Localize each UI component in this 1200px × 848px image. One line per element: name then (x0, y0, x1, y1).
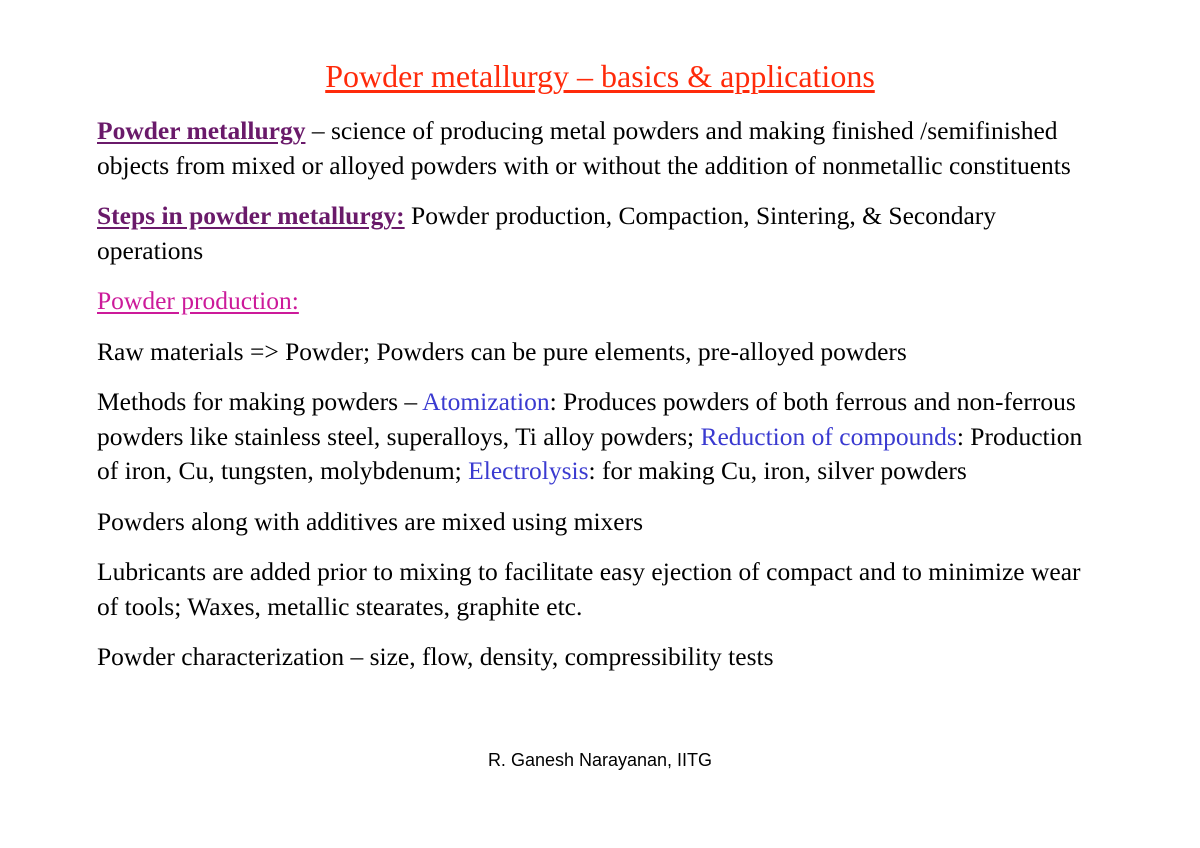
method-atomization: Atomization (422, 387, 550, 416)
steps-paragraph (97, 199, 1097, 268)
slide-title: Powder metallurgy – basics & applications (325, 58, 875, 94)
mixing-paragraph: Powders along with additives are mixed using mixers (97, 506, 644, 536)
definition-term: Powder metallurgy (97, 116, 306, 145)
method-atomization-text: : Produces powders of both ferrous and non-ferrous powders like stainless steel, superalloys, Ti alloy powders; (97, 387, 1076, 451)
raw-materials-paragraph: Raw materials => Powder; Powders can be pure elements, pre-alloyed powders (97, 336, 907, 366)
method-reduction-text: : Production of iron, Cu, tungsten, molybdenum; (97, 421, 1083, 485)
characterization-paragraph: Powder characterization – size, flow, density, compressibility tests (97, 642, 774, 671)
method-reduction: Reduction of compounds (700, 421, 957, 451)
methods-intro: Methods for making powders – (97, 387, 423, 416)
slide-body (97, 114, 1097, 691)
methods-paragraph (97, 385, 1097, 489)
method-electrolysis-text: : for making Cu, iron, silver powders (588, 456, 967, 485)
method-electrolysis: Electrolysis (468, 456, 589, 485)
powder-production-heading: Powder production: (97, 286, 299, 315)
steps-term: Steps in powder metallurgy: (97, 201, 405, 230)
lubricants-paragraph: Lubricants are added prior to mixing to facilitate easy ejection of compact and to minimize wear of tools; Waxes, metallic stearates, graphite etc. (97, 557, 1081, 621)
definition-text: – science of producing metal powders and making finished /semifinished objects from mixed or alloyed powders with or without the addition of nonmetallic constituents (97, 116, 1071, 180)
footer-author: R. Ganesh Narayanan, IITG (487, 750, 713, 770)
definition-paragraph (97, 114, 1097, 183)
steps-text: Powder production, Compaction, Sintering, & Secondary operations (97, 201, 997, 265)
powder-production-heading-paragraph (97, 284, 1097, 319)
